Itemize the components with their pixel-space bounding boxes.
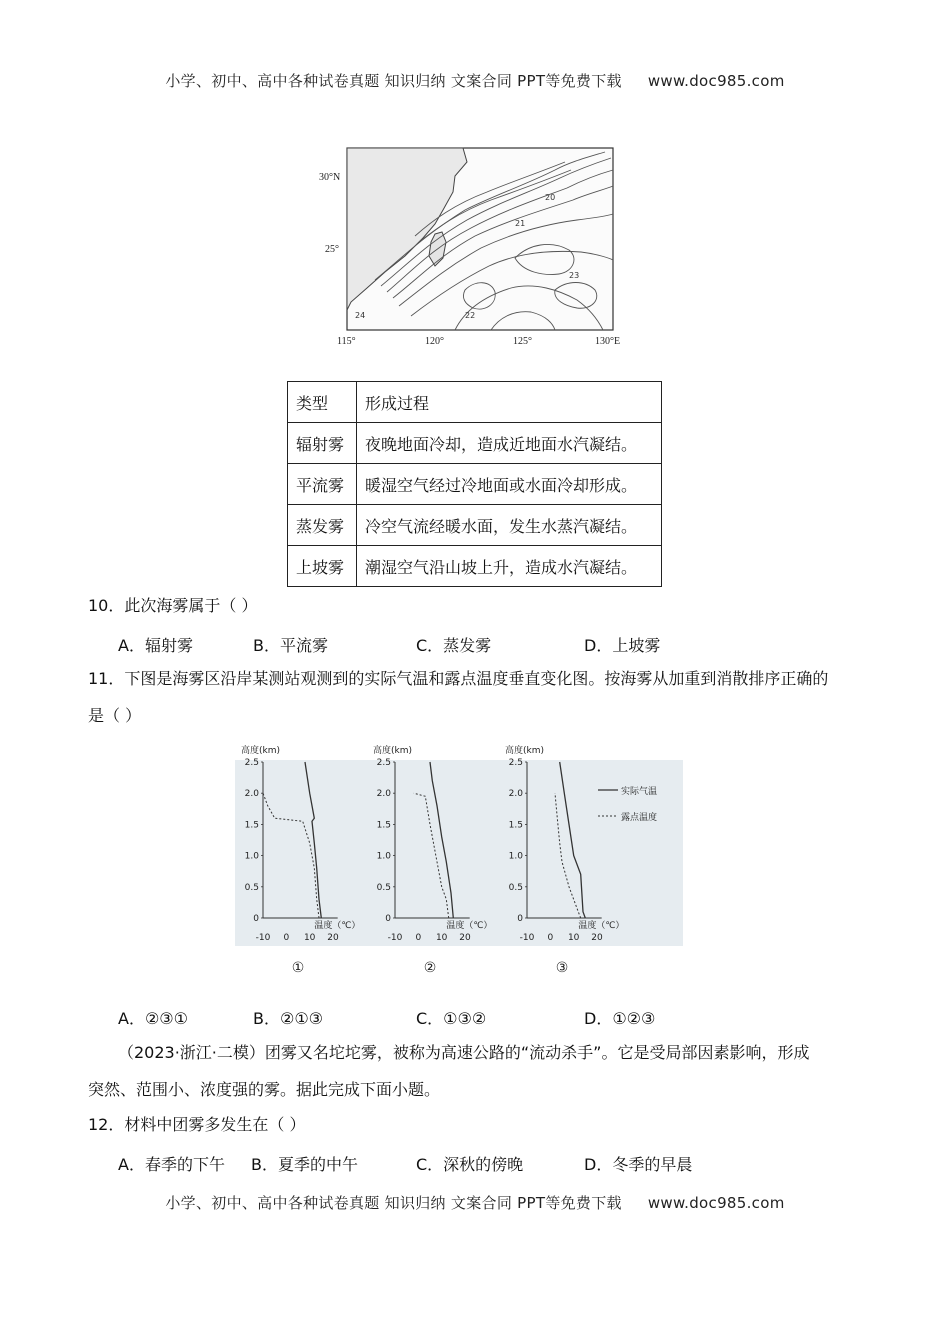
table-cell: 暖湿空气经过冷地面或水面冷却形成。	[357, 464, 662, 505]
option-b: B．夏季的中午	[251, 1155, 358, 1174]
table-row	[288, 505, 662, 546]
x-tick-label: 10	[435, 933, 448, 943]
x-tick-label: 20	[459, 933, 471, 943]
y-axis-title: 高度(km)	[241, 746, 281, 756]
lon-label-125: 125°	[513, 336, 532, 347]
table-header-cell: 形成过程	[357, 382, 662, 423]
table-cell: 冷空气流经暖水面，发生水蒸汽凝结。	[357, 505, 662, 546]
x-axis-title: 温度（℃）	[314, 921, 361, 931]
table-header-row	[288, 382, 662, 423]
option-d: D．上坡雾	[584, 636, 661, 655]
table-cell: 夜晚地面冷却，造成近地面水汽凝结。	[357, 423, 662, 464]
x-tick-label: -10	[255, 933, 271, 943]
y-tick-label: 2.0	[508, 789, 523, 800]
option-b: B．平流雾	[253, 636, 328, 655]
x-tick-label: -10	[519, 933, 535, 943]
option-a: A．春季的下午	[118, 1155, 225, 1174]
question-11-stem-line2: 是（ ）	[88, 706, 142, 725]
x-tick-label: 0	[283, 933, 290, 943]
y-tick-label: 1.5	[508, 820, 523, 831]
x-tick-label: 20	[327, 933, 339, 943]
y-tick-label: 2.5	[376, 758, 391, 768]
contour-label: 23	[569, 271, 580, 280]
header-text: 小学、初中、高中各种试卷真题 知识归纳 文案合同 PPT等免费下载	[165, 72, 622, 90]
y-tick-label: 2.5	[508, 758, 523, 768]
x-tick-label: 10	[567, 933, 580, 943]
question-10-stem: 10．此次海雾属于（ ）	[88, 596, 258, 615]
fog-type-table	[287, 381, 662, 587]
sea-surface-temperature-map	[315, 140, 645, 350]
y-tick-label: 2.0	[244, 789, 259, 800]
page-header	[0, 70, 950, 91]
y-tick-label: 0	[385, 914, 391, 924]
y-tick-label: 1.0	[244, 851, 259, 862]
table-cell: 上坡雾	[288, 546, 357, 587]
contour-label: 22	[465, 311, 476, 320]
contour-label: 21	[515, 219, 526, 228]
y-tick-label: 1.5	[376, 820, 391, 831]
contour-label: 24	[355, 311, 366, 320]
legend-dewpoint: 露点温度	[621, 813, 658, 823]
table-row	[288, 546, 662, 587]
table-cell: 蒸发雾	[288, 505, 357, 546]
y-tick-label: 0	[253, 914, 259, 924]
question-11-stem-line1: 11．下图是海雾区沿岸某测站观测到的实际气温和露点温度垂直变化图。按海雾从加重到消散排序正确的	[88, 669, 829, 688]
y-tick-label: 0.5	[244, 882, 259, 893]
header-url: www.doc985.com	[647, 72, 785, 90]
option-d: D．冬季的早晨	[584, 1155, 693, 1174]
lat-label-25: 25°	[325, 244, 339, 255]
x-axis-title: 温度（℃）	[446, 921, 493, 931]
y-tick-label: 1.0	[376, 851, 391, 862]
lat-label-30: 30°N	[319, 172, 341, 183]
option-b: B．②①③	[253, 1009, 324, 1028]
table-header-cell: 类型	[288, 382, 357, 423]
contour-label: 20	[545, 193, 556, 202]
option-c: C．深秋的傍晚	[416, 1155, 524, 1174]
footer-url: www.doc985.com	[647, 1194, 785, 1212]
panel-label: ③	[555, 960, 569, 976]
x-axis-title: 温度（℃）	[578, 921, 625, 931]
table-row	[288, 464, 662, 505]
y-tick-label: 1.5	[244, 820, 259, 831]
page-footer	[0, 1192, 950, 1213]
panel-label: ②	[423, 960, 437, 976]
y-tick-label: 2.5	[244, 758, 259, 768]
option-a: A．②③①	[118, 1009, 188, 1028]
table-row	[288, 423, 662, 464]
footer-text: 小学、初中、高中各种试卷真题 知识归纳 文案合同 PPT等免费下载	[165, 1194, 622, 1212]
x-tick-label: 10	[303, 933, 316, 943]
y-tick-label: 0.5	[376, 882, 391, 893]
option-a: A．辐射雾	[118, 636, 193, 655]
intro-line1: （2023·浙江·二模）团雾又名坨坨雾，被称为高速公路的“流动杀手”。它是受局部因素影响，形成	[118, 1043, 810, 1062]
temperature-profile-chart	[233, 740, 693, 980]
table-cell: 辐射雾	[288, 423, 357, 464]
y-tick-label: 0.5	[508, 882, 523, 893]
question-12-stem: 12．材料中团雾多发生在（ ）	[88, 1115, 306, 1134]
intro-line2: 突然、范围小、浓度强的雾。据此完成下面小题。	[88, 1080, 441, 1099]
table-cell: 潮湿空气沿山坡上升，造成水汽凝结。	[357, 546, 662, 587]
y-tick-label: 1.0	[508, 851, 523, 862]
panel-label: ①	[291, 960, 305, 976]
x-tick-label: -10	[387, 933, 403, 943]
table-cell: 平流雾	[288, 464, 357, 505]
y-axis-title: 高度(km)	[373, 746, 413, 756]
x-tick-label: 0	[415, 933, 422, 943]
lon-label-130: 130°E	[595, 336, 621, 347]
option-d: D．①②③	[584, 1009, 656, 1028]
legend-actual-temp: 实际气温	[621, 787, 658, 797]
x-tick-label: 0	[547, 933, 554, 943]
y-axis-title: 高度(km)	[505, 746, 545, 756]
option-c: C．蒸发雾	[416, 636, 492, 655]
x-tick-label: 20	[591, 933, 603, 943]
lon-label-115: 115°	[337, 336, 356, 347]
option-c: C．①③②	[416, 1009, 487, 1028]
y-tick-label: 2.0	[376, 789, 391, 800]
y-tick-label: 0	[517, 914, 523, 924]
lon-label-120: 120°	[425, 336, 444, 347]
